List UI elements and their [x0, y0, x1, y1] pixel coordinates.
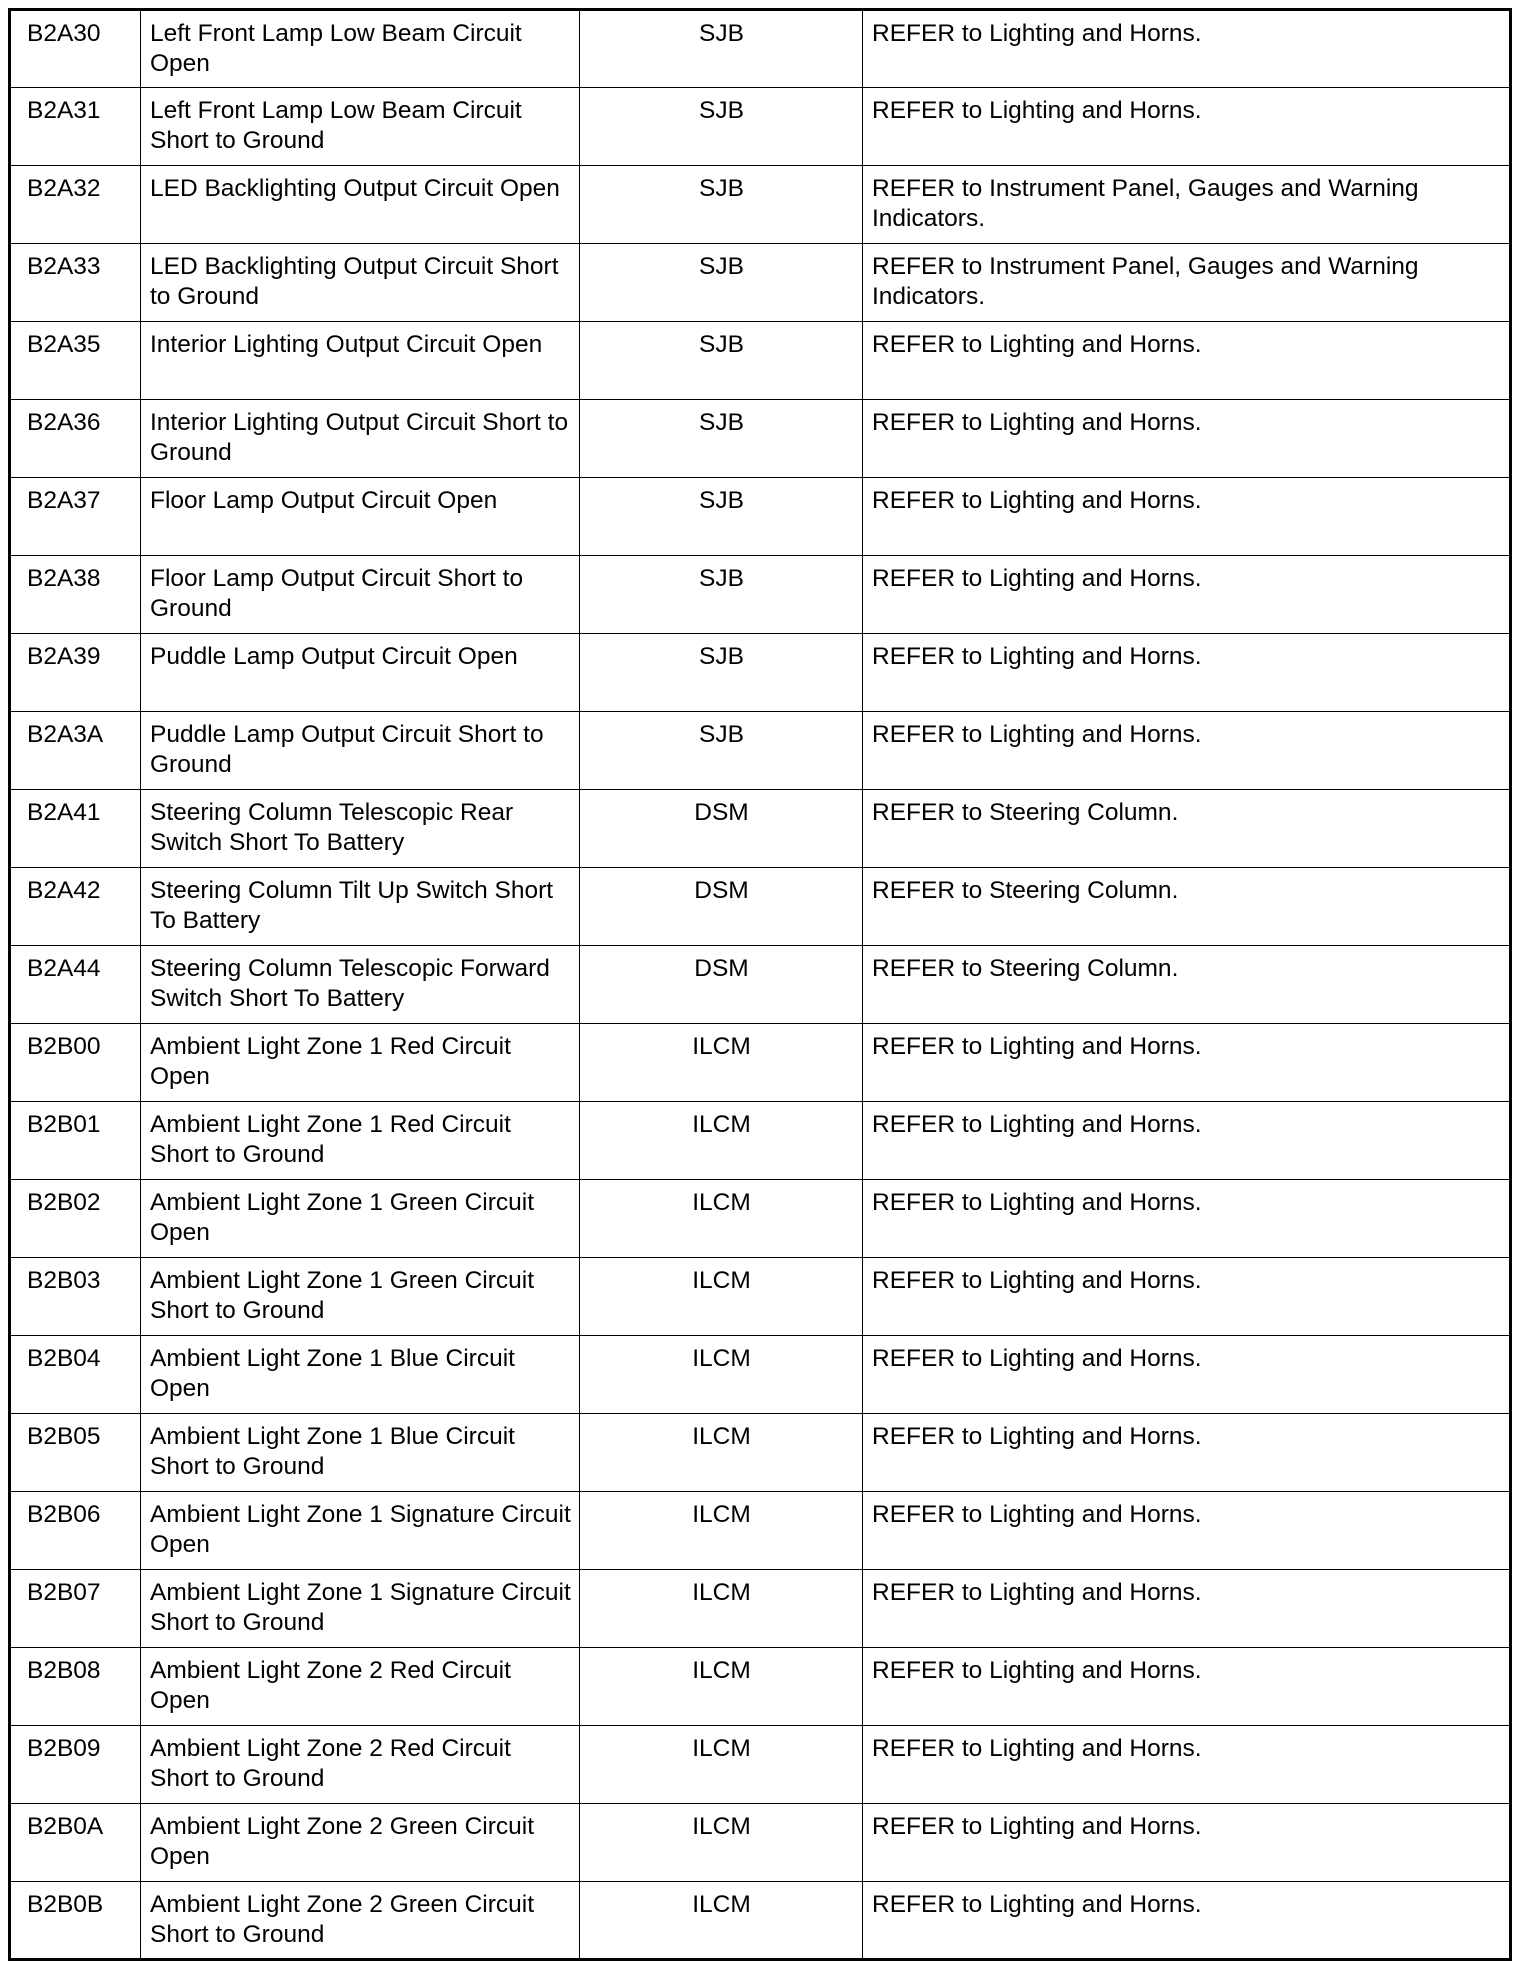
dtc-module-cell: SJB — [580, 712, 863, 790]
table-row — [10, 166, 1511, 244]
dtc-module-cell: SJB — [580, 478, 863, 556]
dtc-description-cell: LED Backlighting Output Circuit Open — [141, 166, 580, 244]
table-row — [10, 1180, 1511, 1258]
dtc-action-cell: REFER to Lighting and Horns. — [863, 1180, 1511, 1258]
dtc-module-cell: DSM — [580, 946, 863, 1024]
dtc-description-cell: Floor Lamp Output Circuit Open — [141, 478, 580, 556]
table-row — [10, 400, 1511, 478]
table-row — [10, 790, 1511, 868]
dtc-module-cell: SJB — [580, 400, 863, 478]
dtc-action-cell: REFER to Lighting and Horns. — [863, 88, 1511, 166]
dtc-module-cell: ILCM — [580, 1024, 863, 1102]
table-row — [10, 1570, 1511, 1648]
dtc-module-cell: ILCM — [580, 1102, 863, 1180]
dtc-code-cell: B2B08 — [10, 1648, 141, 1726]
dtc-action-cell: REFER to Instrument Panel, Gauges and Warning Indicators. — [863, 166, 1511, 244]
dtc-action-cell: REFER to Steering Column. — [863, 790, 1511, 868]
dtc-description-cell: Ambient Light Zone 1 Signature Circuit Short to Ground — [141, 1570, 580, 1648]
dtc-module-cell: SJB — [580, 322, 863, 400]
table-row — [10, 1414, 1511, 1492]
dtc-description-cell: Steering Column Tilt Up Switch Short To Battery — [141, 868, 580, 946]
table-row — [10, 1102, 1511, 1180]
dtc-code-cell: B2A35 — [10, 322, 141, 400]
dtc-code-cell: B2A32 — [10, 166, 141, 244]
dtc-code-cell: B2A37 — [10, 478, 141, 556]
dtc-module-cell: DSM — [580, 790, 863, 868]
dtc-module-cell: SJB — [580, 10, 863, 88]
dtc-module-cell: DSM — [580, 868, 863, 946]
dtc-description-cell: Ambient Light Zone 2 Red Circuit Open — [141, 1648, 580, 1726]
dtc-code-cell: B2B04 — [10, 1336, 141, 1414]
dtc-description-cell: Ambient Light Zone 2 Green Circuit Open — [141, 1804, 580, 1882]
table-row — [10, 556, 1511, 634]
table-row — [10, 946, 1511, 1024]
table-row — [10, 1336, 1511, 1414]
dtc-action-cell: REFER to Lighting and Horns. — [863, 478, 1511, 556]
dtc-action-cell: REFER to Steering Column. — [863, 868, 1511, 946]
dtc-action-cell: REFER to Lighting and Horns. — [863, 322, 1511, 400]
dtc-action-cell: REFER to Lighting and Horns. — [863, 1414, 1511, 1492]
dtc-action-cell: REFER to Lighting and Horns. — [863, 634, 1511, 712]
dtc-code-cell: B2B0B — [10, 1882, 141, 1960]
table-row — [10, 10, 1511, 88]
table-row — [10, 868, 1511, 946]
dtc-description-cell: Ambient Light Zone 2 Green Circuit Short to Ground — [141, 1882, 580, 1960]
dtc-module-cell: ILCM — [580, 1414, 863, 1492]
dtc-description-cell: Ambient Light Zone 1 Red Circuit Short to Ground — [141, 1102, 580, 1180]
table-row — [10, 1726, 1511, 1804]
dtc-description-cell: Interior Lighting Output Circuit Short to Ground — [141, 400, 580, 478]
dtc-description-cell: Ambient Light Zone 1 Blue Circuit Short to Ground — [141, 1414, 580, 1492]
table-row — [10, 1804, 1511, 1882]
dtc-action-cell: REFER to Lighting and Horns. — [863, 1882, 1511, 1960]
dtc-table — [8, 8, 1512, 1961]
dtc-description-cell: Steering Column Telescopic Forward Switch Short To Battery — [141, 946, 580, 1024]
dtc-description-cell: Ambient Light Zone 1 Signature Circuit Open — [141, 1492, 580, 1570]
dtc-code-cell: B2A36 — [10, 400, 141, 478]
dtc-description-cell: Floor Lamp Output Circuit Short to Ground — [141, 556, 580, 634]
dtc-code-cell: B2B06 — [10, 1492, 141, 1570]
table-row — [10, 244, 1511, 322]
dtc-module-cell: SJB — [580, 88, 863, 166]
dtc-module-cell: ILCM — [580, 1336, 863, 1414]
dtc-description-cell: Ambient Light Zone 1 Blue Circuit Open — [141, 1336, 580, 1414]
dtc-action-cell: REFER to Lighting and Horns. — [863, 1102, 1511, 1180]
dtc-description-cell: Ambient Light Zone 1 Green Circuit Short to Ground — [141, 1258, 580, 1336]
dtc-action-cell: REFER to Lighting and Horns. — [863, 1336, 1511, 1414]
dtc-code-cell: B2B0A — [10, 1804, 141, 1882]
dtc-action-cell: REFER to Lighting and Horns. — [863, 1804, 1511, 1882]
dtc-description-cell: LED Backlighting Output Circuit Short to Ground — [141, 244, 580, 322]
dtc-code-cell: B2A44 — [10, 946, 141, 1024]
table-row — [10, 1258, 1511, 1336]
dtc-module-cell: ILCM — [580, 1726, 863, 1804]
dtc-action-cell: REFER to Steering Column. — [863, 946, 1511, 1024]
dtc-module-cell: SJB — [580, 166, 863, 244]
dtc-description-cell: Puddle Lamp Output Circuit Open — [141, 634, 580, 712]
table-row — [10, 1648, 1511, 1726]
table-row — [10, 712, 1511, 790]
dtc-code-cell: B2B02 — [10, 1180, 141, 1258]
table-row — [10, 88, 1511, 166]
dtc-description-cell: Ambient Light Zone 1 Green Circuit Open — [141, 1180, 580, 1258]
dtc-action-cell: REFER to Lighting and Horns. — [863, 1726, 1511, 1804]
dtc-description-cell: Ambient Light Zone 1 Red Circuit Open — [141, 1024, 580, 1102]
dtc-action-cell: REFER to Lighting and Horns. — [863, 400, 1511, 478]
dtc-action-cell: REFER to Lighting and Horns. — [863, 556, 1511, 634]
dtc-code-cell: B2A38 — [10, 556, 141, 634]
dtc-module-cell: SJB — [580, 634, 863, 712]
dtc-action-cell: REFER to Lighting and Horns. — [863, 1024, 1511, 1102]
dtc-description-cell: Interior Lighting Output Circuit Open — [141, 322, 580, 400]
dtc-code-cell: B2A41 — [10, 790, 141, 868]
table-row — [10, 1492, 1511, 1570]
dtc-code-cell: B2A30 — [10, 10, 141, 88]
dtc-action-cell: REFER to Lighting and Horns. — [863, 10, 1511, 88]
dtc-description-cell: Puddle Lamp Output Circuit Short to Ground — [141, 712, 580, 790]
dtc-table-body — [10, 10, 1511, 1960]
dtc-action-cell: REFER to Instrument Panel, Gauges and Warning Indicators. — [863, 244, 1511, 322]
dtc-action-cell: REFER to Lighting and Horns. — [863, 1258, 1511, 1336]
dtc-action-cell: REFER to Lighting and Horns. — [863, 712, 1511, 790]
table-row — [10, 1882, 1511, 1960]
dtc-code-cell: B2A3A — [10, 712, 141, 790]
dtc-description-cell: Left Front Lamp Low Beam Circuit Open — [141, 10, 580, 88]
table-row — [10, 322, 1511, 400]
dtc-module-cell: ILCM — [580, 1180, 863, 1258]
dtc-code-cell: B2B09 — [10, 1726, 141, 1804]
dtc-module-cell: ILCM — [580, 1570, 863, 1648]
dtc-code-cell: B2A31 — [10, 88, 141, 166]
dtc-module-cell: ILCM — [580, 1882, 863, 1960]
dtc-code-cell: B2A39 — [10, 634, 141, 712]
dtc-code-cell: B2B07 — [10, 1570, 141, 1648]
dtc-action-cell: REFER to Lighting and Horns. — [863, 1492, 1511, 1570]
dtc-code-cell: B2B01 — [10, 1102, 141, 1180]
dtc-code-cell: B2B05 — [10, 1414, 141, 1492]
dtc-description-cell: Left Front Lamp Low Beam Circuit Short to Ground — [141, 88, 580, 166]
dtc-description-cell: Steering Column Telescopic Rear Switch Short To Battery — [141, 790, 580, 868]
dtc-module-cell: ILCM — [580, 1804, 863, 1882]
table-row — [10, 1024, 1511, 1102]
table-row — [10, 634, 1511, 712]
dtc-code-cell: B2A33 — [10, 244, 141, 322]
dtc-module-cell: ILCM — [580, 1648, 863, 1726]
dtc-action-cell: REFER to Lighting and Horns. — [863, 1648, 1511, 1726]
dtc-module-cell: SJB — [580, 556, 863, 634]
dtc-code-cell: B2B00 — [10, 1024, 141, 1102]
dtc-action-cell: REFER to Lighting and Horns. — [863, 1570, 1511, 1648]
dtc-module-cell: SJB — [580, 244, 863, 322]
dtc-module-cell: ILCM — [580, 1492, 863, 1570]
dtc-code-cell: B2B03 — [10, 1258, 141, 1336]
dtc-code-cell: B2A42 — [10, 868, 141, 946]
dtc-module-cell: ILCM — [580, 1258, 863, 1336]
dtc-description-cell: Ambient Light Zone 2 Red Circuit Short to Ground — [141, 1726, 580, 1804]
table-row — [10, 478, 1511, 556]
